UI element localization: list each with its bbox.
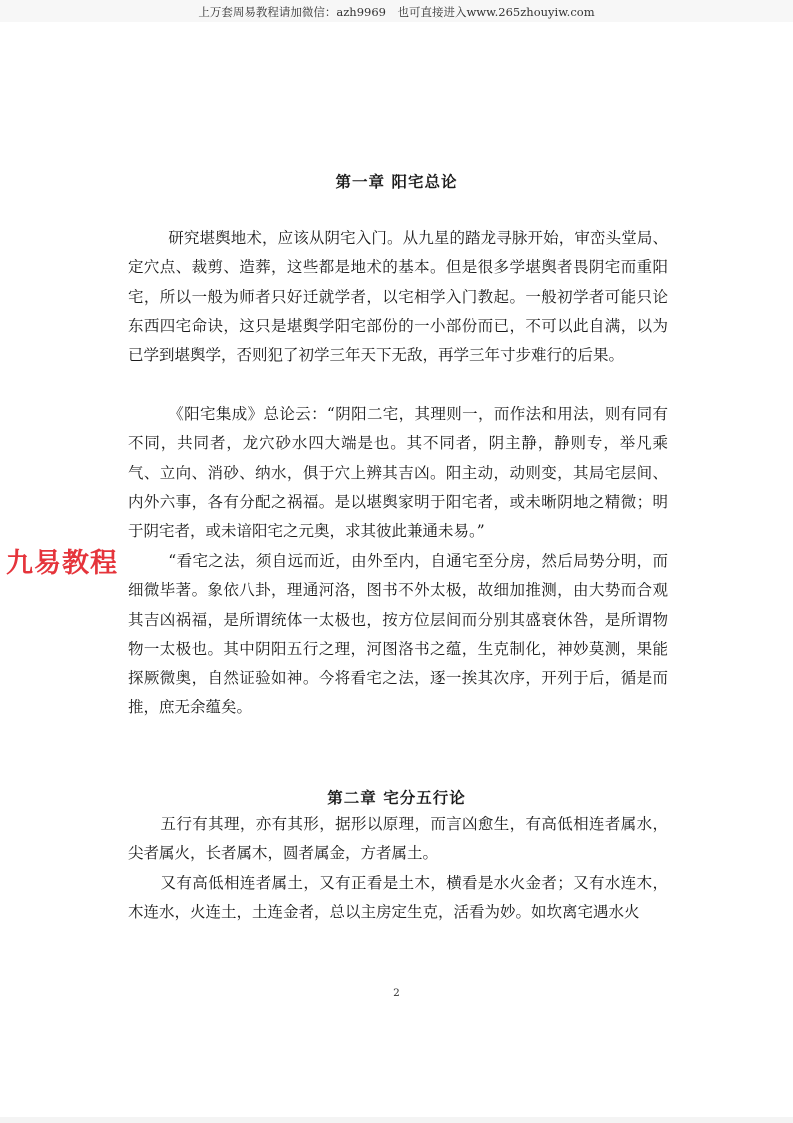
- chapter-2-paragraph-2: 又有高低相连者属土，又有正看是土木，横看是水火金者；又有水连木，木连水，火连土，土连金者，总以主房定生克，活看为妙。如坎离宅遇水火: [128, 874, 668, 922]
- chapter-1-paragraph-1: 研究堪舆地术，应该从阴宅入门。从九星的踏龙寻脉开始，审峦头堂局、定穴点、裁剪、造葬，这些都是地术的基本。但是很多学堪舆者畏阴宅而重阳宅，所以一般为师者只好迁就学者，以宅相学入门教起。一般初学者可能只论东西四宅命诀，这只是堪舆学阳宅部份的一小部份而已，不可以此自满，以为已学到堪舆学，否则犯了初学三年天下无敌，再学三年寸步难行的后果。: [128, 229, 668, 365]
- chapter-1-paragraph-2: 《阳宅集成》总论云：“阴阳二宅，其理则一，而作法和用法，则有同有不同，共同者，龙穴砂水四大端是也。其不同者，阴主静，静则专，举凡乘气、立向、消砂、纳水，俱于穴上辨其吉凶。阳主动，动则变，其局宅层间、内外六事，各有分配之祸福。是以堪舆家明于阳宅者，或未晰阴地之精微；明于阴宅者，或未谙阳宅之元奥，求其彼此兼通未易。”: [128, 405, 668, 541]
- chapter-1-title: 第一章 阳宅总论: [335, 172, 458, 191]
- chapter-2-paragraph-1: 五行有其理，亦有其形，据形以原理，而言凶愈生，有高低相连者属水，尖者属火，长者属木，圆者属金，方者属土。: [128, 815, 668, 863]
- chapter-1-paragraph-3: “看宅之法，须自远而近，由外至内，自通宅至分房，然后局势分明，而细微毕著。象依八卦，理通河洛，图书不外太极，故细加推测，由大势而合观其吉凶祸福，是所谓统体一太极也，按方位层间而分别其盛衰休咎，是所谓物物一太极也。其中阴阳五行之理，河图洛书之蕴，生克制化，神妙莫测，果能探厥微奥，自然证验如神。今将看宅之法，逐一挨其次序，开列于后，循是而推，庶无余蕴矣。: [128, 552, 668, 717]
- chapter-2-title: 第二章 宅分五行论: [327, 788, 466, 807]
- watermark-logo: 九易教程: [6, 548, 118, 579]
- page-number: 2: [393, 987, 400, 999]
- bottom-strip: [0, 1117, 793, 1123]
- header-ad-text: 上万套周易教程请加微信：azh9969 也可直接进入www.265zhouyiw.com: [198, 5, 595, 19]
